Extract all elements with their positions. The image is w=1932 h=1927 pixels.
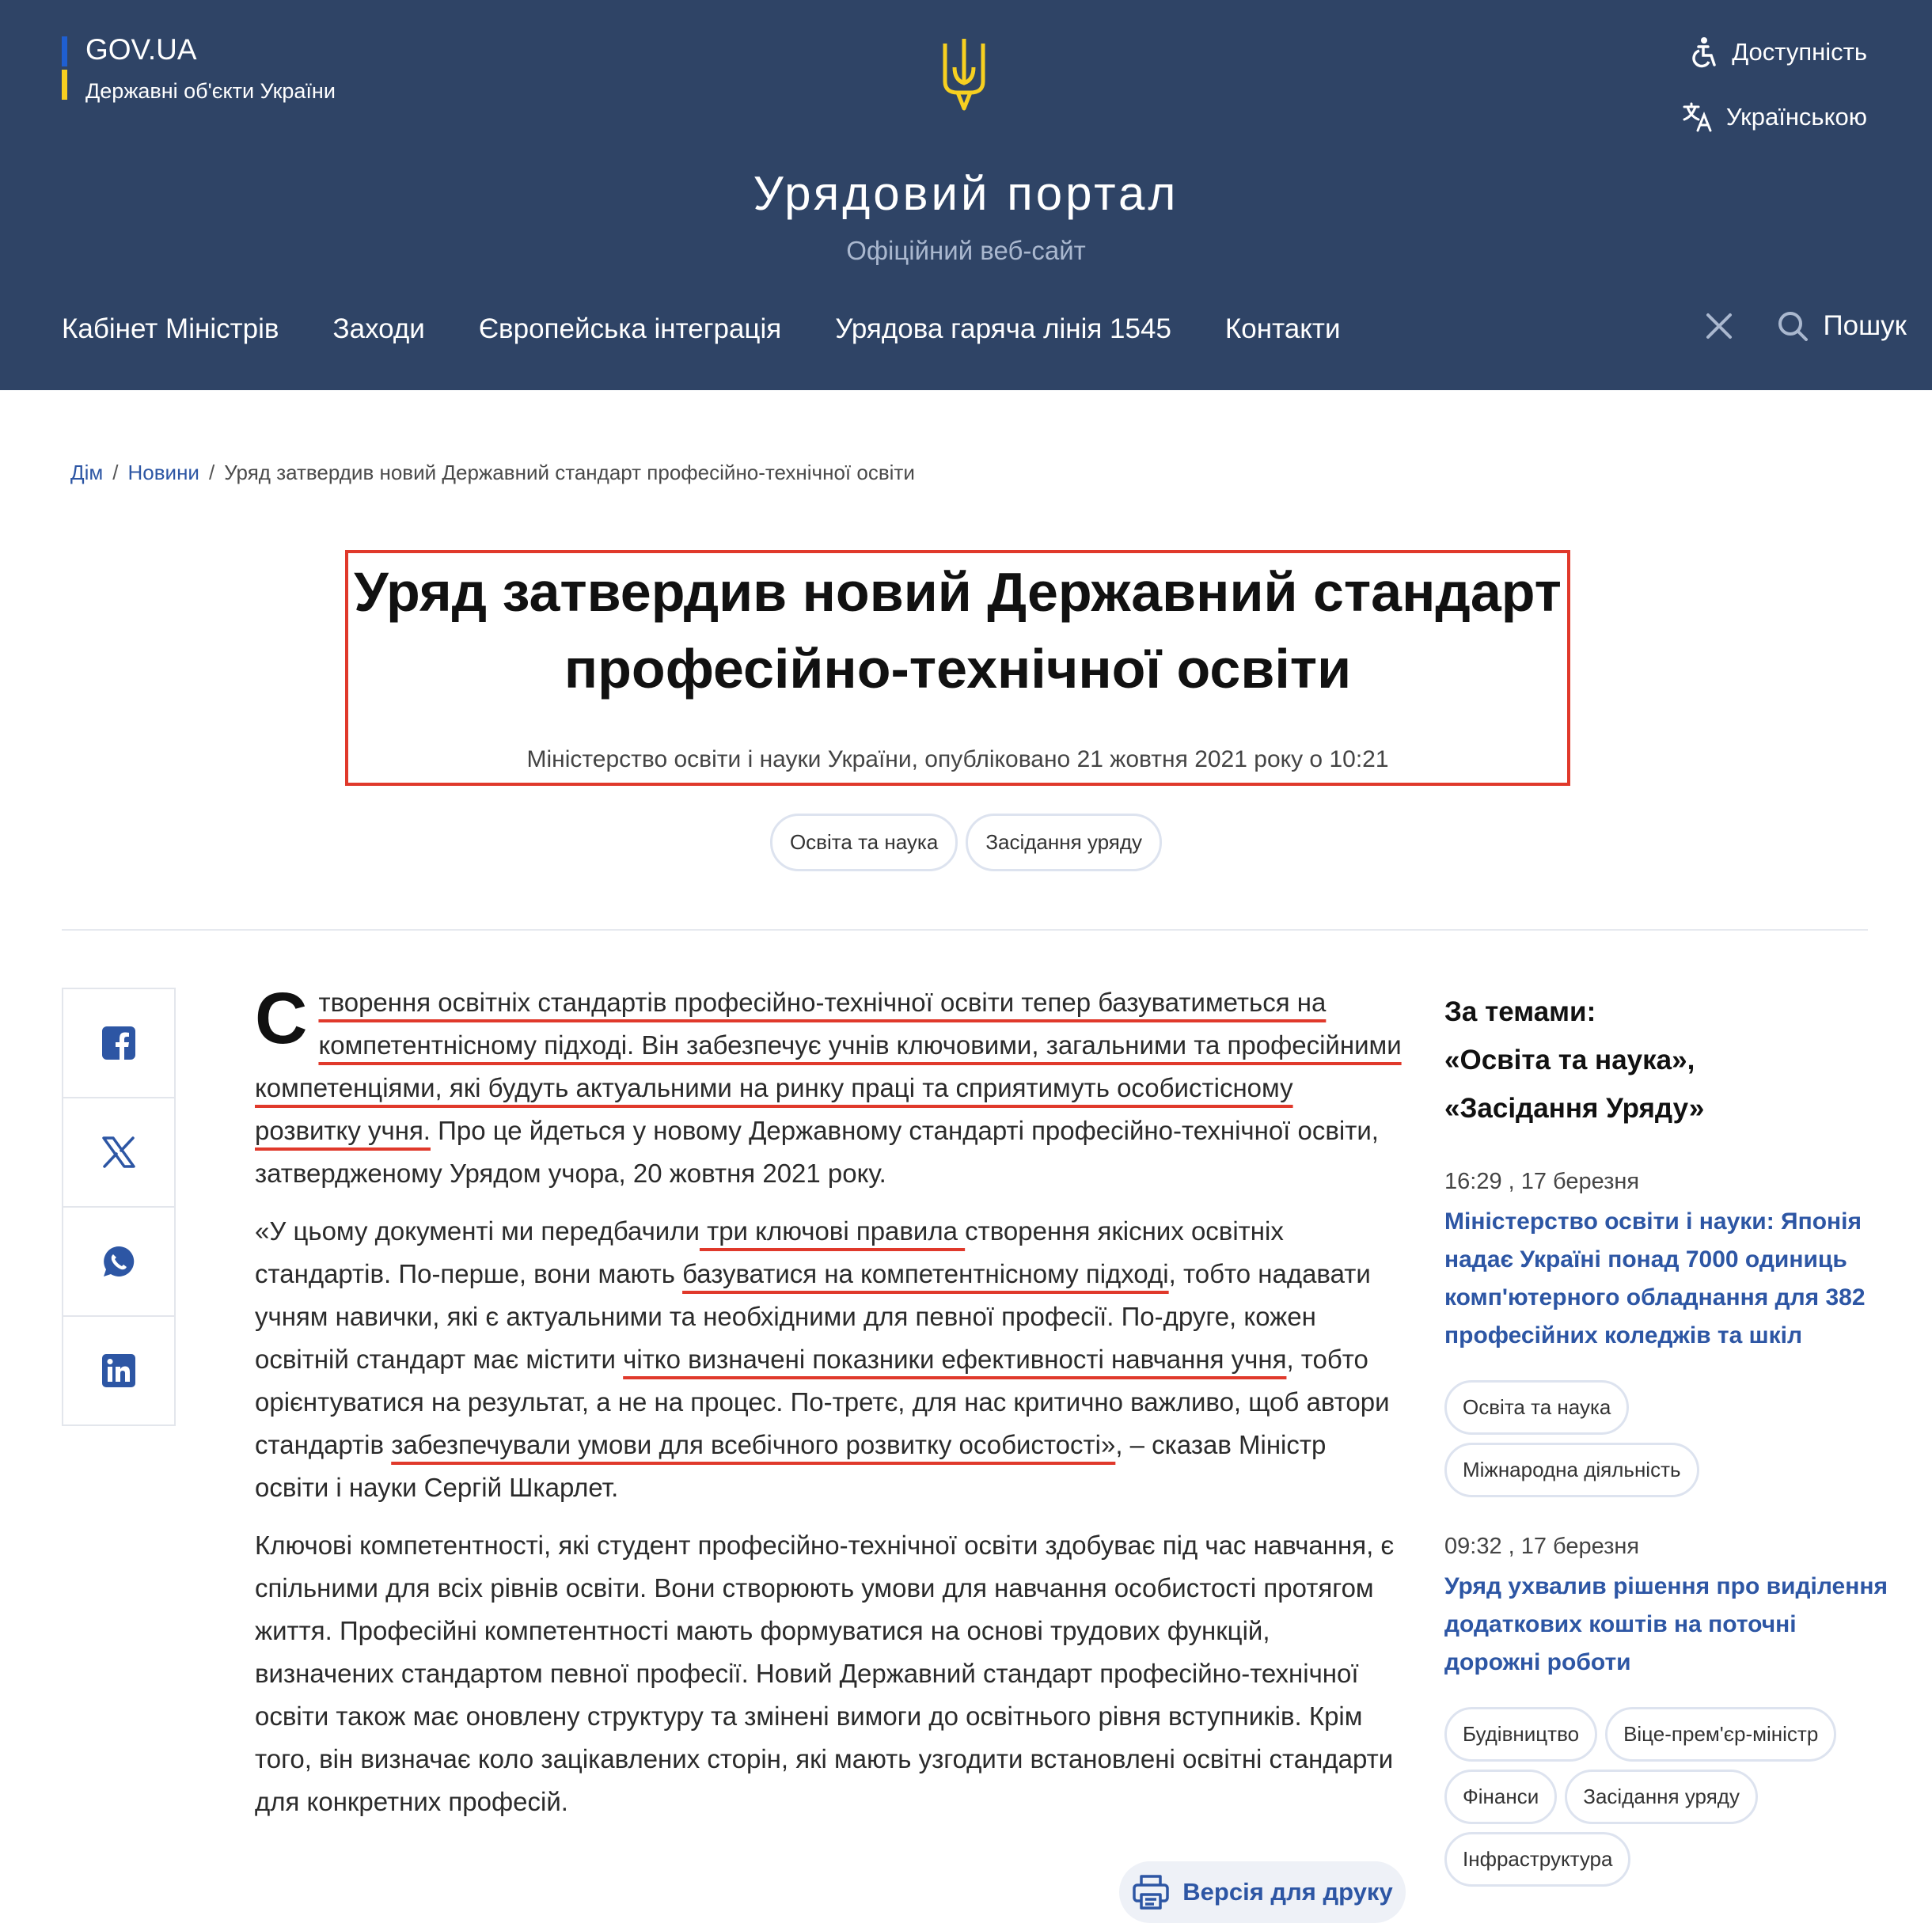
share-whatsapp-button[interactable] bbox=[63, 1208, 174, 1317]
language-label: Українською bbox=[1725, 103, 1867, 131]
portal-subtitle: Офіційний веб-сайт bbox=[846, 236, 1086, 265]
breadcrumb-separator: / bbox=[112, 461, 119, 484]
highlighted-text: творення освітніх стандартів професійно-технічної освіти тепер базуватиметься на компетентнісному підході. Він забезпечує учнів ключовими, загальними та професійними компетенціями, які будуть актуальними на ринку праці та сприятимуть особистісному розвитку учня. bbox=[255, 988, 1402, 1145]
paragraph-text: , тобто орієнтуватися на результат, а не на процес. По-третє, для нас критично важливо, щоб автори стандартів bbox=[255, 1345, 1390, 1459]
tag-pill[interactable]: Віце-прем'єр-міністр bbox=[1605, 1707, 1836, 1762]
share-linkedin-button[interactable] bbox=[63, 1317, 174, 1424]
paragraph-text: , – сказав Міністр освіти і науки Сергій Шкарлет. bbox=[255, 1430, 1327, 1502]
nav-item-events[interactable]: Заходи bbox=[332, 313, 425, 344]
search-icon bbox=[1777, 310, 1809, 342]
highlighted-text: чітко визначені показники ефективності навчання учня bbox=[623, 1345, 1287, 1374]
news-time: 16:29 , 17 березня bbox=[1444, 1169, 1640, 1194]
tag-pill[interactable]: Інфраструктура bbox=[1444, 1832, 1630, 1887]
sidebar-heading-topic[interactable]: «Засідання Уряду» bbox=[1444, 1093, 1705, 1124]
article-meta: Міністерство освіти і науки України, опубліковано 21 жовтня 2021 року о 10:21 bbox=[526, 746, 1389, 772]
tag-pill[interactable]: Будівництво bbox=[1444, 1707, 1597, 1762]
news-item bbox=[1444, 1534, 1888, 1887]
paragraph-text: створення якісних освітніх стандартів. По-перше, вони мають bbox=[255, 1216, 1284, 1288]
language-button[interactable] bbox=[1682, 101, 1867, 133]
main-nav bbox=[62, 313, 1341, 345]
divider bbox=[62, 929, 1868, 931]
paragraph-text: , тобто надавати учням навички, які є актуальними та необхідними для певної професії. По-друге, кожен освітній стандарт має містити bbox=[255, 1259, 1371, 1374]
page-title: Уряд затвердив новий Державний стандарт професійно-технічної освіти bbox=[354, 561, 1562, 700]
facebook-icon bbox=[102, 1026, 135, 1060]
highlighted-text: базуватися на компетентнісному підході bbox=[682, 1259, 1169, 1288]
sidebar-heading: За темами: bbox=[1444, 996, 1596, 1027]
breadcrumb-current: Уряд затвердив новий Державний стандарт професійно-технічної освіти bbox=[224, 461, 915, 484]
related-news-sidebar bbox=[1444, 988, 1888, 1887]
nav-item-contacts[interactable]: Контакти bbox=[1224, 313, 1341, 344]
site-header bbox=[0, 0, 1932, 390]
portal-title: Урядовий портал bbox=[753, 167, 1179, 220]
article-paragraph bbox=[255, 978, 1403, 1195]
govua-subtitle: Державні об'єкти України bbox=[85, 79, 336, 103]
highlighted-text: забезпечували умови для всебічного розвитку особистості» bbox=[391, 1430, 1116, 1459]
tag-pill[interactable]: Освіта та наука bbox=[1444, 1380, 1629, 1435]
share-panel bbox=[62, 988, 176, 1426]
tag-education[interactable]: Освіта та наука bbox=[770, 814, 958, 871]
x-icon bbox=[101, 1136, 136, 1168]
paragraph-text: «У цьому документі ми передбачили bbox=[255, 1216, 700, 1246]
article-paragraph: Ключові компетентності, які студент професійно-технічної освіти здобуває під час навчання, є спільними для всіх рівнів освіти. Вони створюють умови для навчання особистості протягом життя. Професійні компетентності мають формуватися на основі трудових функцій, визначених стандартом певної професії. Новий Державний стандарт професійно-технічної освіти також має оновлену структуру та змінені вимоги до освітнього рівня вступників. Крім того, він визначає коло зацікавлених сторін, які мають узгодити встановлені освітні стандарти для конкретних професій. bbox=[255, 1531, 1395, 1816]
nav-item-hotline[interactable]: Урядова гаряча лінія 1545 bbox=[835, 313, 1171, 344]
accessibility-button[interactable] bbox=[1689, 36, 1867, 68]
printer-icon bbox=[1132, 1874, 1170, 1910]
sidebar-heading-topic[interactable]: «Освіта та наука», bbox=[1444, 1045, 1695, 1075]
whatsapp-icon bbox=[102, 1245, 135, 1278]
print-version-label: Версія для друку bbox=[1182, 1878, 1393, 1906]
tag-government-meeting[interactable]: Засідання уряду bbox=[966, 814, 1162, 871]
trident-icon[interactable] bbox=[940, 36, 988, 115]
flag-blue-stripe bbox=[62, 36, 67, 66]
article-paragraph bbox=[255, 1210, 1403, 1509]
search-button[interactable] bbox=[1777, 310, 1907, 342]
dropcap: С bbox=[255, 978, 308, 1059]
linkedin-icon bbox=[102, 1354, 135, 1387]
translate-icon bbox=[1682, 101, 1714, 133]
article-body bbox=[255, 978, 1403, 1838]
news-item bbox=[1444, 1169, 1888, 1497]
accessibility-label: Доступність bbox=[1732, 38, 1867, 66]
breadcrumb-home[interactable]: Дім bbox=[70, 461, 104, 484]
nav-item-cabinet[interactable]: Кабінет Міністрів bbox=[62, 313, 279, 344]
tag-pill[interactable]: Фінанси bbox=[1444, 1770, 1557, 1824]
paragraph-text: Про це йдеться у новому Державному стандарті професійно-технічної освіти, затвердженому Урядом учора, 20 жовтня 2021 року. bbox=[255, 1116, 1379, 1188]
flag-yellow-stripe bbox=[62, 70, 67, 100]
breadcrumb bbox=[70, 461, 915, 485]
news-tags bbox=[1444, 1380, 1888, 1497]
article-tags bbox=[0, 814, 1932, 871]
highlighted-text: три ключові правила bbox=[699, 1216, 966, 1246]
govua-title: GOV.UA bbox=[85, 33, 197, 66]
news-link[interactable]: Уряд ухвалив рішення про виділення додаткових коштів на поточні дорожні роботи bbox=[1444, 1573, 1888, 1675]
share-x-button[interactable] bbox=[63, 1098, 174, 1208]
tag-pill[interactable]: Засідання уряду bbox=[1565, 1770, 1758, 1824]
nav-right bbox=[1706, 310, 1907, 342]
share-facebook-button[interactable] bbox=[63, 989, 174, 1098]
breadcrumb-news[interactable]: Новини bbox=[127, 461, 199, 484]
tag-pill[interactable]: Міжнародна діяльність bbox=[1444, 1443, 1699, 1497]
x-icon[interactable] bbox=[1706, 313, 1733, 340]
print-version-button[interactable] bbox=[1119, 1861, 1406, 1923]
accessibility-icon bbox=[1689, 36, 1719, 68]
news-link[interactable]: Міністерство освіти і науки: Японія надає Україні понад 7000 одиниць комп'ютерного обладнання для 382 професійних коледжів та шкіл bbox=[1444, 1208, 1866, 1349]
breadcrumb-separator: / bbox=[208, 461, 215, 484]
news-tags bbox=[1444, 1707, 1888, 1887]
nav-item-eu-integration[interactable]: Європейська інтеграція bbox=[478, 313, 782, 344]
search-label: Пошук bbox=[1823, 310, 1907, 341]
news-time: 09:32 , 17 березня bbox=[1444, 1534, 1640, 1559]
